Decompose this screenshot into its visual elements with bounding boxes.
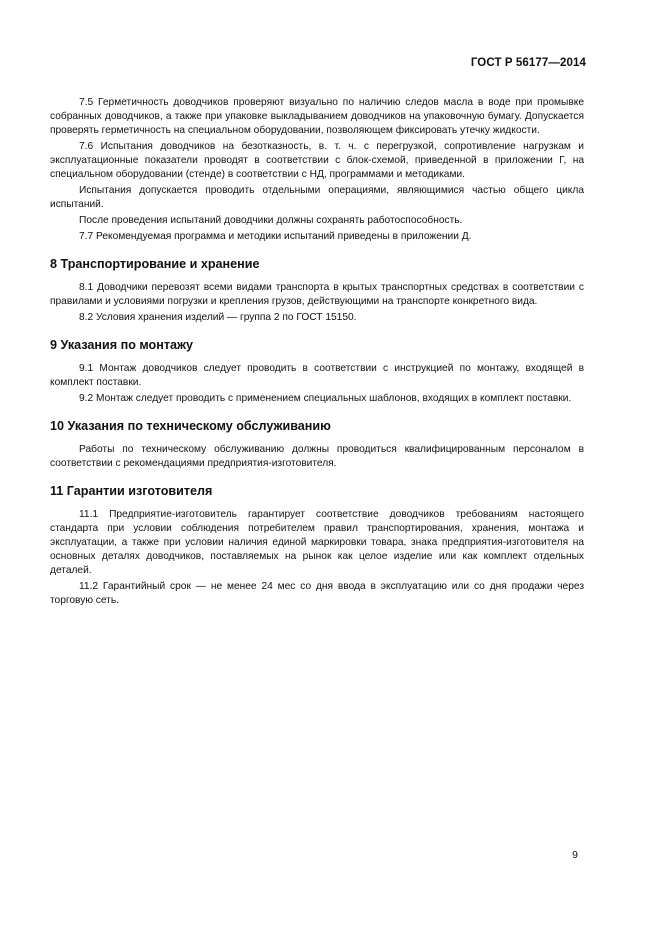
section-heading-8: 8 Транспортирование и хранение bbox=[50, 257, 260, 271]
section-heading-11: 11 Гарантии изготовителя bbox=[50, 484, 213, 498]
paragraph-11-2: 11.2 Гарантийный срок — не менее 24 мес со дня ввода в эксплуатацию или со дня продажи через торговую сеть. bbox=[50, 581, 584, 606]
paragraph-8-2: 8.2 Условия хранения изделий — группа 2 по ГОСТ 15150. bbox=[79, 312, 357, 323]
paragraph-7-5: 7.5 Герметичность доводчиков проверяют визуально по наличию следов масла в воде при промывке собранных доводчиков, а также при упаковке выкладыванием доводчиков на упаковочную бумагу. Допускается проверять герметичность на специальном оборудовании, позволяющем фиксировать утечку жидкости. bbox=[50, 97, 584, 136]
document-code: ГОСТ Р 56177—2014 bbox=[470, 57, 586, 69]
paragraph-7-7: 7.7 Рекомендуемая программа и методики испытаний приведены в приложении Д. bbox=[79, 231, 472, 242]
paragraph-7-6-tests: Испытания допускается проводить отдельными операциями, являющимися частью общего цикла испытаний. bbox=[50, 185, 584, 210]
section-heading-10: 10 Указания по техническому обслуживанию bbox=[50, 419, 331, 433]
page-content bbox=[50, 96, 584, 608]
paragraph-8-1: 8.1 Доводчики перевозят всеми видами транспорта в крытых транспортных средствах в соответствии с правилами и условиями погрузки и крепления грузов, действующими на транспорте конкретного вида. bbox=[50, 282, 584, 307]
section-heading-9: 9 Указания по монтажу bbox=[50, 338, 193, 352]
paragraph-10: Работы по техническому обслуживанию должны проводиться квалифицированным персоналом в соответствии с рекомендациями предприятия-изготовителя. bbox=[50, 444, 584, 469]
paragraph-7-6-after: После проведения испытаний доводчики должны сохранять работоспособность. bbox=[79, 215, 463, 226]
paragraph-9-2: 9.2 Монтаж следует проводить с применением специальных шаблонов, входящих в комплект поставки. bbox=[79, 393, 572, 404]
paragraph-9-1: 9.1 Монтаж доводчиков следует проводить в соответствии с инструкцией по монтажу, входящей в комплект поставки. bbox=[50, 363, 584, 388]
paragraph-11-1: 11.1 Предприятие-изготовитель гарантирует соответствие доводчиков требованиям настоящего стандарта при условии соблюдения потребителем правил транспортирования, хранения, монтажа и эксплуатации, а также при условии наличия единой маркировки товара, знака предприятия-изготовителя на основных деталях доводчиков, поставляемых на рынок как целое изделие или как комплект отдельных деталей. bbox=[50, 509, 584, 576]
page-number: 9 bbox=[572, 849, 578, 861]
paragraph-7-6: 7.6 Испытания доводчиков на безотказность, в. т. ч. с перегрузкой, сопротивление нагрузкам и эксплуатационные показатели проводят в соответствии с блок-схемой, приведенной в приложении Г, на специальном оборудовании (стенде) в соответствии с НД, программами и методиками. bbox=[50, 141, 584, 180]
